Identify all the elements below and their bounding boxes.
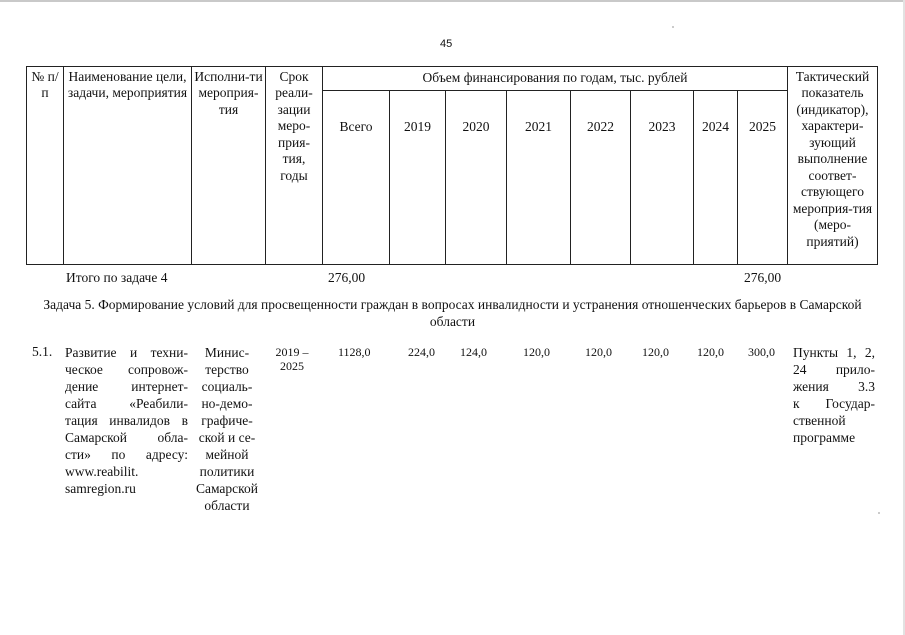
row-year-value: 124,0: [460, 345, 487, 359]
header-year: 2021: [507, 91, 571, 265]
row-executor-line: социаль-: [201, 379, 253, 394]
row-executor-line: графиче-: [201, 413, 253, 428]
row-executor-line: Минис-: [204, 345, 250, 360]
header-year: 2025: [738, 91, 788, 265]
row-indicator-line: жения 3.3: [793, 379, 875, 394]
row-num: 5.1.: [32, 344, 53, 359]
task4-total-value: 276,00: [328, 270, 366, 285]
row-executor-line: мейной: [205, 447, 249, 462]
row-name-line: тация инвалидов в: [65, 413, 188, 428]
row-indicator-line: Пункты 1, 2,: [793, 345, 875, 360]
header-year: 2019: [390, 91, 446, 265]
row-indicator-line: программе: [793, 430, 856, 445]
row-name-line: ческое сопровож-: [65, 362, 188, 377]
table-header: [26, 66, 878, 265]
scan-top-edge: [0, 0, 905, 2]
row-year-value: 120,0: [585, 345, 612, 359]
task4-total-2025: 276,00: [744, 270, 782, 285]
header-term: Срок реали-зации меро-прия-тия, годы: [266, 67, 323, 265]
header-year: 2020: [446, 91, 507, 265]
row-name-line: сти» по адресу:: [65, 447, 188, 462]
row-executor-line: области: [204, 498, 250, 513]
header-year: 2024: [694, 91, 738, 265]
header-executors: Исполни-ти мероприя-тия: [192, 67, 266, 265]
row-indicator-line: к Государ-: [793, 396, 875, 411]
header-funding: Объем финансирования по годам, тыс. рублей: [323, 67, 788, 91]
row-indicator: [793, 344, 875, 446]
row-year-value: 300,0: [748, 345, 775, 359]
row-year-value: 120,0: [697, 345, 724, 359]
row-name-line: Самарской обла-: [65, 430, 188, 445]
row-name-line: www.reabilit.: [65, 464, 139, 479]
row-name-line: сайта «Реабили-: [65, 396, 188, 411]
header-total: Всего: [323, 91, 390, 265]
row-executor: [190, 344, 264, 514]
row-year-value: 120,0: [523, 345, 550, 359]
row-executor-line: терство: [205, 362, 249, 377]
row-executor-line: Самарской: [195, 481, 259, 496]
scan-speck: [878, 512, 880, 514]
header-year: 2022: [571, 91, 631, 265]
row-name-line: дение интернет-: [65, 379, 188, 394]
header-num: № п/п: [27, 67, 64, 265]
header-name: Наименование цели, задачи, мероприятия: [64, 67, 192, 265]
row-name: [65, 344, 188, 497]
row-year-value: 224,0: [408, 345, 435, 359]
page-number: 45: [440, 38, 453, 50]
row-year-value: 120,0: [642, 345, 669, 359]
scan-speck: [672, 26, 674, 28]
row-name-line: Развитие и техни-: [65, 345, 188, 360]
row-term: 2019 – 2025: [275, 345, 309, 374]
row-indicator-line: ственной: [793, 413, 846, 428]
row-total: 1128,0: [338, 345, 371, 359]
task4-total-label: Итого по задаче 4: [66, 270, 168, 285]
row-indicator-line: 24 прило-: [793, 362, 875, 377]
row-executor-line: политики: [199, 464, 255, 479]
task5-heading: Задача 5. Формирование условий для просвещенности граждан в вопросах инвалидности и устранения отношенческих барьеров в Самарской области: [43, 297, 862, 329]
header-year: 2023: [631, 91, 694, 265]
header-indicator: Тактический показатель (индикатор), характери-зующий выполнение соответ-ствующего мероприя-тия (меро-приятий): [788, 67, 878, 265]
row-executor-line: но-демо-: [201, 396, 253, 411]
row-name-line: samregion.ru: [65, 481, 136, 496]
row-executor-line: ской и се-: [198, 430, 256, 445]
